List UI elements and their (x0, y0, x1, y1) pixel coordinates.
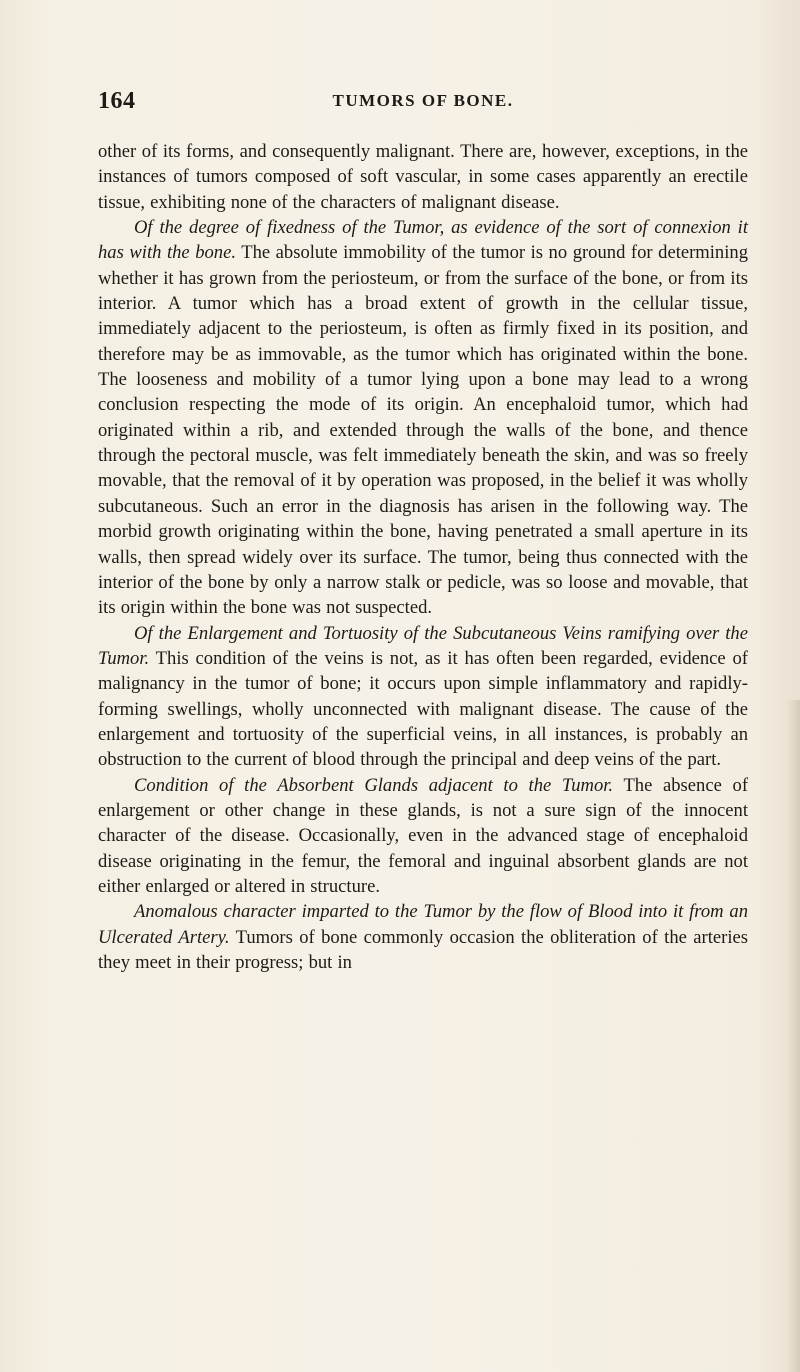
paragraph-text: other of its forms, and consequently malignant. There are, however, exceptions, in the instances of tumors composed of soft vascular, in some cases apparently an erectile tissue, exhibiting none of the characters of malignant disease. (98, 141, 748, 213)
section-heading: Of the degree of fixedness of the Tumor, as evidence of the sort of connexion it has with the bone. (98, 217, 748, 264)
page-edge-shadow (786, 700, 800, 1372)
section-heading: Anomalous character imparted to the Tumor by the flow of Blood into it from an Ulcerated Artery. (98, 901, 748, 948)
paragraph (98, 621, 748, 773)
paragraph (98, 773, 748, 900)
body-text (98, 139, 748, 975)
page-header (98, 88, 748, 118)
paragraph (98, 899, 748, 975)
paragraph (98, 215, 748, 621)
paragraph-text: This condition of the veins is not, as it has often been regarded, evidence of malignancy in the tumor of bone; it occurs upon simple inflammatory and rapidly-forming swellings, wholly unconnected with malignant disease. The cause of the enlargement and tortuosity of the superficial veins, in all instances, is probably an obstruction to the current of blood through the principal and deep veins of the part. (98, 647, 749, 771)
page-number: 164 (98, 88, 136, 114)
paragraph (98, 139, 748, 215)
running-head: TUMORS OF BONE. (332, 91, 514, 110)
section-heading: Condition of the Absorbent Glands adjacent to the Tumor. (134, 774, 614, 796)
paragraph-text: Tumors of bone commonly occasion the obliteration of the arteries they meet in their progress; but in (98, 926, 748, 973)
paragraph-text: The absolute immobility of the tumor is no ground for determining whether it has grown from the periosteum, or from the surface of the bone, or from its interior. A tumor which has a broad extent of growth in the cellular tissue, immediately adjacent to the periosteum, is often as firmly fixed in its position, and therefore may be as immovable, as the tumor which has originated within the bone. The looseness and mobility of a tumor lying upon a bone may lead to a wrong conclusion respecting the mode of its origin. An encephaloid tumor, which had originated within a rib, and extended through the walls of the bone, and thence through the pectoral muscle, was felt immediately beneath the skin, and was so freely movable, that the removal of it by operation was proposed, in the belief it was wholly subcutaneous. Such an error in the diagnosis has arisen in the following way. The morbid growth originating within the bone, having penetrated a small aperture in its walls, then spread widely over its surface. The tumor, being thus connected with the interior of the bone by only a narrow stalk or pedicle, was so loose and movable, that its origin within the bone was not suspected. (98, 242, 748, 619)
section-heading: Of the Enlargement and Tortuosity of the Subcutaneous Veins ramifying over the Tumor. (98, 622, 748, 669)
paragraph-text: The absence of enlargement or other change in these glands, is not a sure sign of the innocent character of the disease. Occasionally, even in the advanced stage of encephaloid disease originating in the femur, the femoral and inguinal absorbent glands are not either enlarged or altered in structure. (98, 774, 749, 897)
